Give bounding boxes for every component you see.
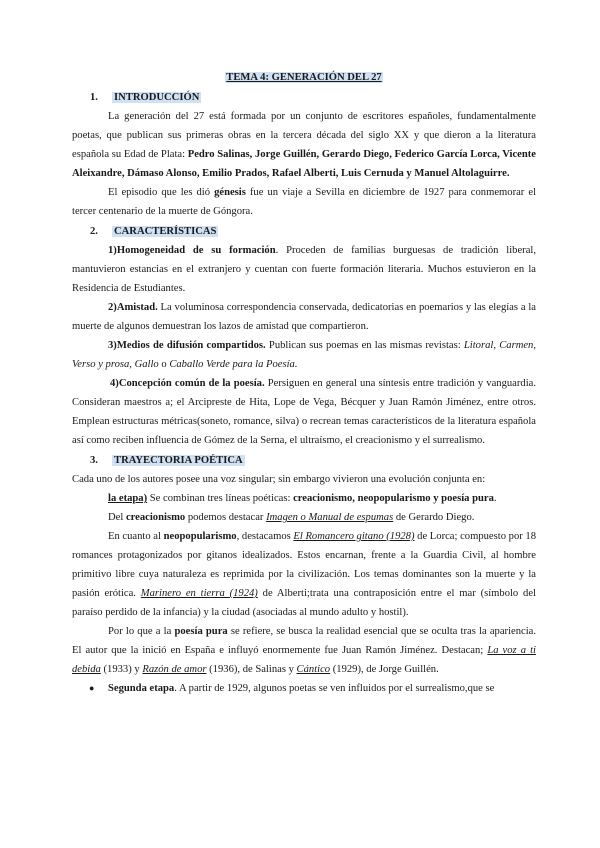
list-item-segunda-etapa: ● Segunda etapa. A partir de 1929, algunos poetas se ven influidos por el surrealismo,que se: [72, 679, 536, 698]
paragraph-intro: La generación del 27 está formada por un conjunto de escritores españoles, fundamentalmente poetas, que publican sus primeras obras en la tercera década del siglo XX y que dieron a la literatura española su Edad de Plata: Pedro Salinas, Jorge Guillén, Gerardo Diego, Federico García Lorca, Vicente Aleixandre, Dámaso Alonso, Emilio Prados, Rafael Alberti, Luis Cernuda y Manuel Altolaguirre.: [72, 111, 536, 179]
bullet-icon: ●: [89, 683, 95, 693]
characteristic-1: 1)Homogeneidad de su formación. Proceden de familias burguesas de tradición liberal, mantuvieron estancias en el extranjero y cuentan con fuerte formación literaria. Muchos estuvieron en la Residencia de Estudiantes.: [72, 245, 536, 294]
page-title: TEMA 4: GENERACIÓN DEL 27: [226, 72, 382, 83]
paragraph-neopopularismo: En cuanto al neopopularismo, destacamos El Romancero gitano (1928) de Lorca; compuesto por 18 romances protagonizados por gitanos idealizados. Estos encarnan, frente a la Guardia Civil, al hombre primitivo libre cuya naturaleza es reprimida por la civilización. Los temas dominantes son la muerte y la pasión erótica. Marinero en tierra (1924) de Alberti;trata una contraposición entre el mar (símbolo del paraíso perdido de la infancia) y la ciudad (asociadas al mundo adulto y hostil).: [72, 531, 537, 618]
characteristic-4: 4)Concepción común de la poesía. Persiguen en general una síntesis entre tradición y vanguardia. Consideran maestros a; el Arcipreste de Hita, Lope de Vega, Bécquer y Juan Ramón Jiménez, entre otros. Emplean estructuras métricas(soneto, romance, silva) o recrean temas característicos de la literatura española así como reciben influencia de Gómez de la Serna, el ultraísmo, el creacionismo y el surrealismo.: [72, 378, 536, 446]
section-heading-caracteristicas: 2. CARACTERÍSTICAS: [90, 226, 217, 237]
characteristic-2: 2)Amistad. La voluminosa correspondencia conservada, dedicatorias en poemarios y las elegías a la muerte de algunos demuestran los lazos de amistad que compartieron.: [72, 302, 536, 332]
paragraph-primera-etapa: la etapa) Se combinan tres líneas poéticas: creacionismo, neopopularismo y poesía pura.: [108, 493, 497, 504]
poet-names: Pedro Salinas, Jorge Guillén, Gerardo Diego, Federico García Lorca, Vicente Aleixandre, Dámaso Alonso, Emilio Prados, Rafael Alberti, Luis Cernuda y Manuel Altolaguirre.: [72, 149, 536, 179]
paragraph-poesia-pura: Por lo que a la poesía pura se refiere, se busca la realidad esencial que se oculta tras la apariencia. El autor que la inició en España e influyó enormemente fue Juan Ramón Jiménez. Destacan; La voz a ti debida (1933) y Razón de amor (1936), de Salinas y Cántico (1929), de Jorge Guillén.: [72, 626, 537, 675]
section-heading-trayectoria: 3. TRAYECTORIA POÉTICA: [90, 455, 243, 466]
characteristic-3: 3)Medios de difusión compartidos. Publican sus poemas en las mismas revistas: Litoral, Carmen, Verso y prosa, Gallo o Caballo Verde para la Poesía.: [72, 340, 536, 370]
paragraph-trayectoria-intro: Cada uno de los autores posee una voz singular; sin embargo vivieron una evolución conjunta en:: [72, 474, 486, 485]
section-heading-introduccion: 1. INTRODUCCIÓN: [90, 92, 200, 103]
paragraph-creacionismo: Del creacionismo podemos destacar Imagen o Manual de espumas de Gerardo Diego.: [108, 512, 475, 523]
document-body: [72, 68, 536, 698]
paragraph-genesis: El episodio que les dió génesis fue un viaje a Sevilla en diciembre de 1927 para conmemorar el tercer centenario de la muerte de Góngora.: [72, 187, 537, 217]
